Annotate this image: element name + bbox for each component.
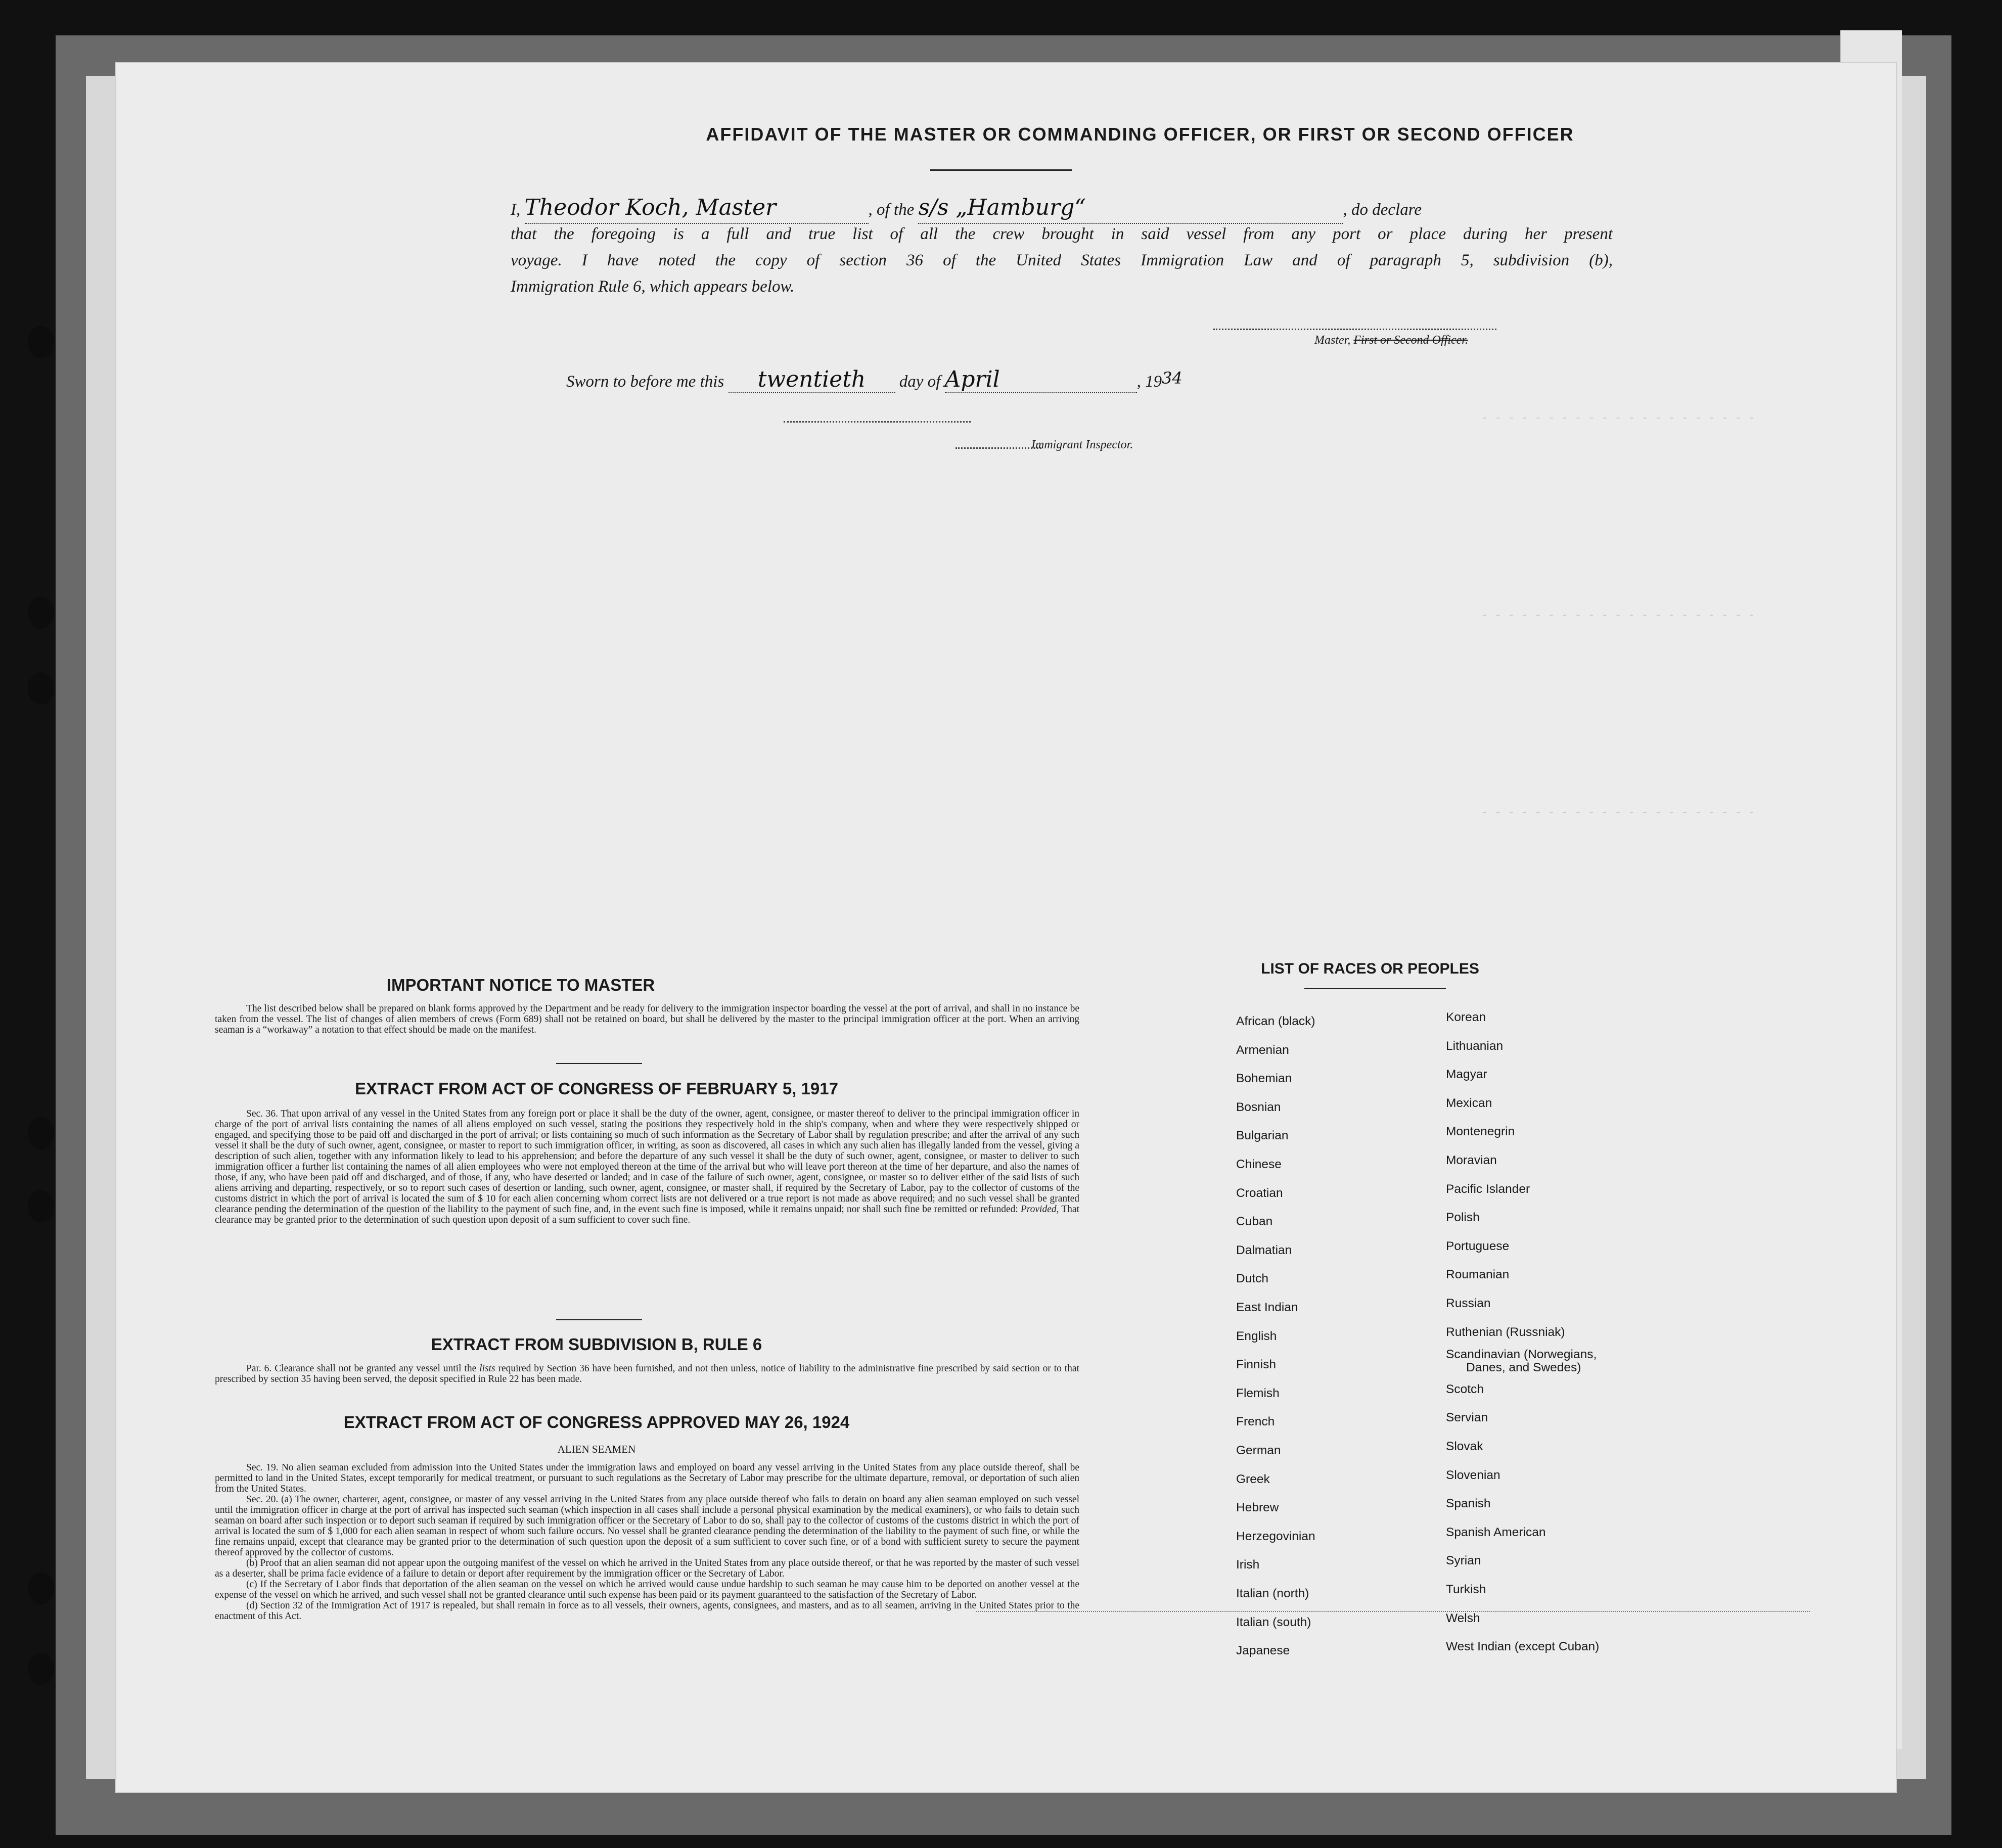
race-item: West Indian (except Cuban) (1446, 1640, 1600, 1654)
race-item: Syrian (1446, 1554, 1481, 1568)
races-title: LIST OF RACES OR PEOPLES (1261, 960, 1479, 977)
race-item: Bohemian (1236, 1072, 1292, 1086)
page-title: AFFIDAVIT OF THE MASTER OR COMMANDING OFFICER, OR FIRST OR SECOND OFFICER (706, 124, 1574, 145)
subdivision-b-title: EXTRACT FROM SUBDIVISION B, RULE 6 (431, 1335, 762, 1354)
inspector-label: Immigrant Inspector. (1031, 438, 1133, 451)
sworn-day-field: twentieth (729, 366, 895, 393)
binder-hole (28, 1653, 54, 1685)
subdivision-b-text: Par. 6. Clearance shall not be granted any vessel until the lists required by Section 36 have been furnished, and not then unless, notice of liability to the administrative fine prescribed by said section or to that prescribed by section 35 having been served, the deposit specified in Rule 22 has been made. (215, 1363, 1080, 1384)
binder-hole (28, 1190, 54, 1223)
declaration-line-2: that the foregoing is a full and true list of all the crew brought in said vessel from any port or place during her present (511, 225, 1613, 243)
race-item: Greek (1236, 1472, 1270, 1486)
race-item: Slovenian (1446, 1468, 1500, 1482)
race-item: Croatian (1236, 1186, 1283, 1200)
race-item: Russian (1446, 1297, 1491, 1310)
sec-20d: (d) Section 32 of the Immigration Act of 1917 is repealed, but shall remain in force as to all vessels, their owners, agents, consignees, and masters, and as to all seamen, arriving in the United States prior to the enactment of this Act. (215, 1600, 1079, 1622)
extract-1917-title: EXTRACT FROM ACT OF CONGRESS OF FEBRUARY 5, 1917 (355, 1079, 838, 1098)
race-item: Spanish American (1446, 1525, 1546, 1539)
binder-hole (28, 1572, 54, 1604)
bleed-through: - - - - - - - - - - - - - - - - - - - - - (1481, 412, 1755, 425)
race-item: Montenegrin (1446, 1125, 1515, 1139)
extract-1924-text (215, 1462, 1079, 1622)
master-signature-line (1213, 329, 1496, 330)
decl-i: I, (511, 201, 521, 219)
race-item: Slovak (1446, 1440, 1483, 1453)
race-item: Dutch (1236, 1272, 1269, 1286)
extract-1917-rule (556, 1319, 642, 1320)
race-item: Cuban (1236, 1215, 1273, 1229)
master-name-handwritten: Theodor Koch, Master (524, 195, 777, 220)
race-item: Scotch (1446, 1382, 1484, 1396)
races-rule (1304, 988, 1446, 989)
race-item: German (1236, 1444, 1281, 1457)
race-item: Welsh (1446, 1611, 1480, 1625)
race-item: Pacific Islander (1446, 1182, 1530, 1196)
race-item: French (1236, 1415, 1275, 1429)
race-item: Finnish (1236, 1358, 1276, 1372)
extract-1917-text: Sec. 36. That upon arrival of any vessel in the United States from any foreign port or place it shall be the duty of the owner, agent, consignee, or master thereof to deliver to the principal immigration officer in charge of the port of arrival lists containing the names of all aliens employed on such vessel, stating the positions they respectively hold in the ship's company, when and where they were respectively shipped or engaged, and specifying those to be paid off and discharged in the port of arrival; or lists containing so much of such information as the Secretary of Labor shall by regulation prescribe; and after the arrival of any such vessel it shall be the duty of such owner, agent, consignee, or master to report to such immigration officer, in writing, as soon as discovered, all cases in which any such alien has illegally landed from the vessel, giving a description of such alien, together with any information likely to lead to his apprehension; and before the departure of any such vessel it shall be the duty of such owner, agent, consignee, or master to deliver to such immigration officer a further list containing the names of all alien employees who were not employed thereon at the time of the arrival but who will leave port thereon at the time of her departure, and also the names of those, if any, who have been paid off and discharged, and of those, if any, who have deserted or landed; and in case of the failure of such owner, agent, consignee, or master so to deliver either of the said lists of such aliens arriving and departing, respectively, or so to report such cases of desertion or landing, such owner, agent, consignee, or master shall, if required by the Secretary of Labor, pay to the collector of customs of the customs district in which the port of arrival is located the sum of $ 10 for each alien concerning whom correct lists are not delivered or a true report is not made as above required; and no such vessel shall be granted clearance pending the determination of the question of the liability to the payment of such fine, and, in the event such fine is imposed, while it remains unpaid; nor shall such fine be remitted or refunded: Provided, That clearance may be granted prior to the determination of such question upon deposit of a sum sufficient to cover such fine. (215, 1108, 1079, 1225)
notice-rule (556, 1063, 642, 1064)
vessel-name-field (918, 195, 1343, 224)
race-item: Italian (north) (1236, 1587, 1309, 1600)
race-item: Roumanian (1446, 1268, 1510, 1282)
race-item: Dalmatian (1236, 1243, 1292, 1257)
race-item: English (1236, 1329, 1277, 1343)
race-item: Moravian (1446, 1153, 1497, 1167)
vessel-handwritten: s/s „Hamburg“ (918, 195, 1086, 220)
race-item: Turkish (1446, 1583, 1486, 1596)
bleed-through: - - - - - - - - - - - - - - - - - - - - - (1481, 806, 1755, 819)
extract-1924-subtitle: ALIEN SEAMEN (557, 1443, 636, 1455)
race-item-continuation: Danes, and Swedes) (1466, 1361, 1581, 1375)
race-item: Korean (1446, 1010, 1486, 1024)
race-item: Servian (1446, 1411, 1488, 1425)
inspector-signature-line (784, 421, 971, 423)
extract-1924-title: EXTRACT FROM ACT OF CONGRESS APPROVED MAY 26, 1924 (343, 1413, 850, 1431)
race-item: Ruthenian (Russniak) (1446, 1325, 1565, 1339)
binder-hole (28, 326, 54, 358)
race-item: Lithuanian (1446, 1039, 1504, 1053)
affidavit-page (116, 63, 1896, 1792)
notice-text: The list described below shall be prepared on blank forms approved by the Department and be ready for delivery to the immigration inspector boarding the vessel at the port of arrival, and shall in no instance be taken from the vessel. The list of changes of alien members of crews (Form 689) shall not be retained on board, but shall be delivered by the master to the principal immigration officer at the port. When an arriving seaman is a “workaway” a notation to that effect should be made on the manifest. (215, 1003, 1079, 1035)
sec-19: Sec. 19. No alien seaman excluded from admission into the United States under the immigration laws and employed on board any vessel arriving in the United States from any place outside thereof, shall be permitted to land in the United States, except temporarily for medical treatment, or pursuant to such regulations as the Secretary of Labor may prescribe for the ultimate departure, removal, or deportation of such alien from the United States. (215, 1462, 1079, 1494)
race-item: Japanese (1236, 1644, 1290, 1658)
race-item: Polish (1446, 1211, 1480, 1225)
race-item: Irish (1236, 1558, 1260, 1572)
master-signature-label: Master, First or Second Officer. (1314, 334, 1468, 347)
race-item: Flemish (1236, 1386, 1280, 1400)
race-item: Hebrew (1236, 1501, 1279, 1515)
binder-hole (28, 596, 54, 629)
race-item: East Indian (1236, 1301, 1298, 1314)
race-item: Armenian (1236, 1043, 1289, 1057)
dotted-divider (976, 1611, 1810, 1612)
race-item: Italian (south) (1236, 1615, 1311, 1629)
master-name-field (525, 195, 869, 224)
race-item: Scandinavian (Norwegians, (1446, 1348, 1597, 1362)
declaration (511, 195, 1613, 300)
inspector-signature-line-2 (956, 447, 1041, 449)
race-item: Spanish (1446, 1497, 1491, 1511)
race-item: Bosnian (1236, 1100, 1281, 1114)
binder-hole (28, 1117, 54, 1149)
sec-20a: Sec. 20. (a) The owner, charterer, agent, consignee, or master of any vessel arriving in the United States from any place outside thereof who fails to detain on board any alien seaman employed on such vessel until the immigration officer in charge at the port of arrival has inspected such seaman (which inspection in all cases shall include a personal physical examination by the medical examiners), or who fails to detain such seaman on board after such inspection or to deport such seaman if required by such immigration officer or the Secretary of Labor to do so, shall pay to the collector of customs of the customs district in which the port of arrival is located the sum of $ 1,000 for each alien seaman in respect of whom such failure occurs. No vessel shall be granted clearance pending the determination of the liability to the payment of such fine, or while the fine remains unpaid, except that clearance may be granted prior to the determination of such question upon the deposit of a sum sufficient to cover such fine, or of a bond with sufficient surety to secure the payment thereof approved by the collector of customs. (215, 1494, 1079, 1558)
binder-hole (28, 672, 54, 705)
sec-20b: (b) Proof that an alien seaman did not appear upon the outgoing manifest of the vessel on which he arrived in the United States from any place outside thereof, or that he was reported by the master of such vessel as a deserter, shall be prima facie evidence of a failure to detain or deport after requirement by the immigration officer or the Secretary of Labor. (215, 1558, 1079, 1579)
race-item: Portuguese (1446, 1239, 1510, 1253)
notice-title: IMPORTANT NOTICE TO MASTER (386, 976, 655, 994)
decl-of-the: , of the (868, 201, 915, 219)
declaration-line-1 (511, 195, 1613, 221)
declaration-line-4: Immigration Rule 6, which appears below. (511, 278, 795, 296)
title-rule (930, 169, 1072, 171)
declaration-line-3: voyage. I have noted the copy of section 36 of the United States Immigration Law and of paragraph 5, subdivision (b), (511, 251, 1613, 269)
sworn-statement: Sworn to before me this twentieth day of April , 1934 (566, 366, 1182, 392)
decl-do-declare: , do declare (1343, 201, 1422, 219)
sec-20c: (c) If the Secretary of Labor finds that deportation of the alien seaman on the vessel on which he arrived would cause undue hardship to such seaman he may cause him to be deported on another vessel at the expense of the vessel on which he arrived, and such vessel shall not be granted clearance until such expense has been paid or its payment guaranteed to the satisfaction of the Secretary of Labor. (215, 1579, 1079, 1600)
race-item: Magyar (1446, 1068, 1487, 1082)
race-item: Bulgarian (1236, 1129, 1289, 1143)
race-item: Herzegovinian (1236, 1529, 1315, 1543)
race-item: African (black) (1236, 1014, 1315, 1028)
bleed-through: - - - - - - - - - - - - - - - - - - - - - (1481, 609, 1755, 622)
race-item: Chinese (1236, 1158, 1282, 1171)
race-item: Mexican (1446, 1096, 1492, 1110)
sworn-month-field: April (945, 366, 1137, 393)
